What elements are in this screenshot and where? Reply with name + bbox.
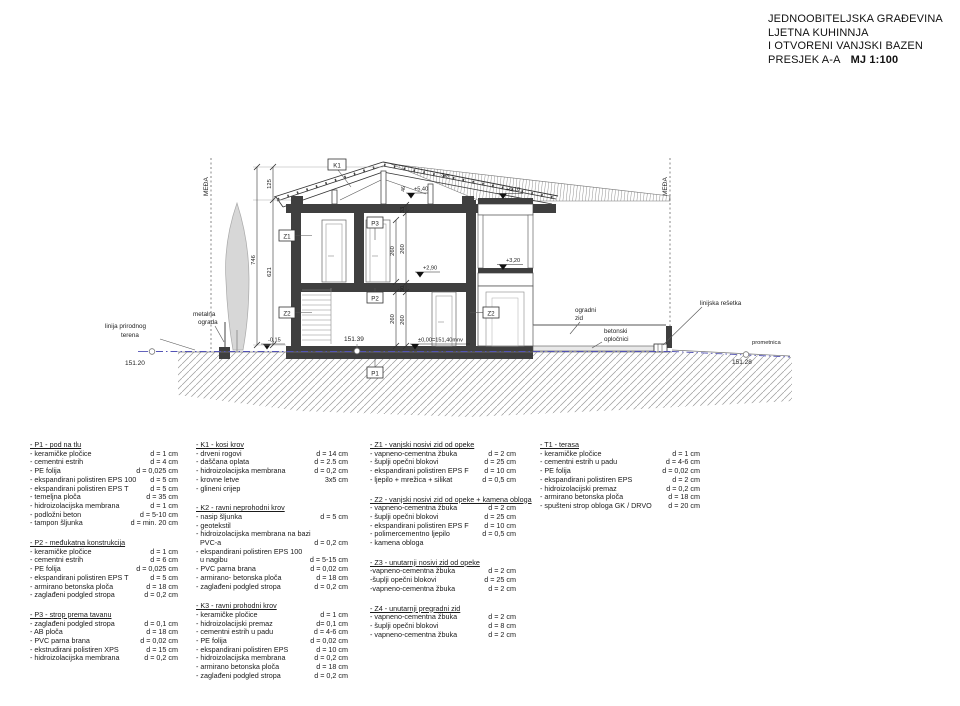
legend-layer-thickness: d = 1 cm xyxy=(150,500,178,510)
legend-layer-name: - vapneno-cementna žbuka xyxy=(370,612,458,622)
legend-row xyxy=(370,476,516,485)
project-title-line1: JEDNOOBITELJSKA GRAĐEVINA xyxy=(768,13,943,25)
legend-layer-thickness: d = 18 cm xyxy=(146,581,178,591)
dim-clear-lower: 260 xyxy=(390,314,396,324)
door-upper-left xyxy=(322,220,346,282)
legend-layer-name: - ekstrudirani polistiren XPS xyxy=(30,644,119,654)
legend-layer-thickness: d = 1 cm xyxy=(672,448,700,458)
legend-layer-name: - AB ploča xyxy=(30,627,63,637)
legend-layer-thickness: d = 35 cm xyxy=(146,492,178,502)
legend-layer-thickness: d = 0,5 cm xyxy=(482,529,516,539)
boundary-label-right: MEĐA xyxy=(662,177,669,196)
legend-layer-thickness: d = 8 cm xyxy=(488,620,516,630)
grate-label: linijska rešetka xyxy=(700,300,742,307)
legend-layer-thickness: d = 5 cm xyxy=(150,483,178,493)
legend-row xyxy=(370,539,516,548)
legend-layer-name: - šuplji opečni blokovi xyxy=(370,511,439,521)
legend-section xyxy=(370,559,516,594)
legend-layer-thickness: d = 18 cm xyxy=(146,627,178,637)
legend-layer-thickness: d = 5 cm xyxy=(150,474,178,484)
dim-slab-mid: 30 xyxy=(400,285,406,293)
legend-layer-thickness: d = 5 cm xyxy=(150,572,178,582)
legend-layer-thickness: d = 0,2 cm xyxy=(314,670,348,680)
legend-layer-thickness: d = 2 cm xyxy=(488,583,516,593)
legend-section xyxy=(370,441,516,485)
legend-layer-thickness: d = 5 cm xyxy=(320,511,348,521)
legend-layer-thickness: d = 5-15 cm xyxy=(309,555,348,565)
legend-layer-name: - keramičke pločice xyxy=(196,609,258,619)
legend-layer-thickness: d = 0,02 cm xyxy=(662,466,700,476)
legend-layer-thickness: d = min. 20 cm xyxy=(130,518,178,528)
legend-section-title: - Z4 - unutarnji pregradni zid xyxy=(370,603,461,613)
legend-section-title: - K3 - ravni prohodni krov xyxy=(196,601,277,611)
legend-layer-thickness: d = 2 cm xyxy=(672,474,700,484)
legend-layer-thickness: d = 0,025 cm xyxy=(136,466,178,476)
legend-layer-name: - vapneno-cementna žbuka xyxy=(370,448,458,458)
legend-row xyxy=(540,502,700,511)
legend-layer-thickness: d = 2 cm xyxy=(488,503,516,513)
legend-layer-thickness: d = 10 cm xyxy=(484,466,516,476)
legend-section xyxy=(196,504,348,591)
legend-layer-thickness: d = 10 cm xyxy=(316,644,348,654)
legend-layer-name: - hidroizolacijska membrana xyxy=(30,653,120,663)
legend-layer-name: - podložni beton xyxy=(30,509,82,519)
legend-layer-name: - keramičke pločice xyxy=(30,448,92,458)
legend-column-roofs xyxy=(196,441,348,692)
dim-wall-height: 621 xyxy=(267,267,273,277)
legend-layer-name: - krovne letve xyxy=(196,474,240,484)
legend-layer-thickness: d = 10 cm xyxy=(484,520,516,530)
pavers-label-line1: betonski xyxy=(604,328,628,335)
project-title-line3: I OTVORENI VANJSKI BAZEN xyxy=(768,40,923,52)
dim-batten: 3x5 xyxy=(440,172,450,180)
tag-z2-left: Z2 xyxy=(283,310,291,318)
legend-section xyxy=(30,441,178,528)
legend-row xyxy=(196,583,348,592)
legend-layer-name: u nagibu xyxy=(196,555,228,565)
legend-row xyxy=(30,591,178,600)
level-attic: +6,10 xyxy=(506,187,521,193)
legend-layer-name: - hidroizolacijska membrana na bazi xyxy=(196,529,311,539)
legend-layer-name: - spušteni strop obloga GK / DRVO xyxy=(540,500,652,510)
project-title-line2: LJETNA KUHINNJA xyxy=(768,26,869,39)
legend-layer-name: - vapneno-cementna žbuka xyxy=(370,629,458,639)
legend-layer-name: - cementni estrih xyxy=(30,555,84,565)
tag-p1: P1 xyxy=(371,370,379,378)
legend-column-floors xyxy=(30,441,178,674)
concrete-pavers xyxy=(533,346,654,351)
legend-section xyxy=(540,441,700,511)
legend-layer-thickness: d = 5-10 cm xyxy=(139,509,178,519)
garden-wall xyxy=(533,325,672,348)
legend-layer-name: - keramičke pločice xyxy=(540,448,602,458)
legend-layer-name: - hidroizolacijski premaz xyxy=(540,483,617,493)
level-eaves: +5,40 xyxy=(414,186,429,193)
fence-label-line2: ograda xyxy=(198,319,218,326)
legend-layer-thickness: d = 1 cm xyxy=(150,448,178,458)
legend-section xyxy=(196,602,348,680)
legend-layer-name: - ekspandirani polistiren EPS 100 xyxy=(196,546,303,556)
legend-layer-thickness: d = 0,5 cm xyxy=(482,474,516,484)
legend-layer-name: PVC-a xyxy=(196,538,222,548)
legend-row xyxy=(196,485,348,494)
linear-grate xyxy=(654,344,667,352)
legend-layer-name: - ljepilo + mrežica + silikat xyxy=(370,474,453,484)
legend-layer-name: - ekspandirani polistiren EPS T xyxy=(30,572,129,582)
stairs xyxy=(302,288,331,344)
legend-layer-thickness: d = 25 cm xyxy=(484,457,516,467)
section-label: PRESJEK A-A xyxy=(768,53,841,66)
legend-layer-thickness: 3x5 cm xyxy=(324,474,348,484)
tag-k1: K1 xyxy=(333,162,341,170)
legend-layer-name: - armirano- betonska ploča xyxy=(196,572,282,582)
dim-clear-upper: 260 xyxy=(390,246,396,256)
property-boundary-right xyxy=(662,158,670,344)
legend-layer-thickness: d = 0,2 cm xyxy=(314,653,348,663)
legend-layer-name: - ekspandirani polistiren EPS T xyxy=(30,483,129,493)
legend-column-terrace xyxy=(540,441,700,522)
legend-layer-thickness: d = 0,2 cm xyxy=(314,581,348,591)
legend-row xyxy=(370,585,516,594)
legend-layer-name: - vapneno-cementna žbuka xyxy=(370,503,458,513)
legend-column-walls xyxy=(370,440,532,650)
legend-layer-thickness: d = 0,2 cm xyxy=(144,653,178,663)
level-terrace: +3,20 xyxy=(506,258,521,264)
legend-layer-name: - drveni rogovi xyxy=(196,448,242,458)
legend-layer-name: - hidroizolacijska membrana xyxy=(30,500,120,510)
legend-layer-thickness: d = 18 cm xyxy=(316,662,348,672)
legend-layer-thickness: d = 2 cm xyxy=(488,612,516,622)
level-first-floor: +2,90 xyxy=(423,265,438,272)
legend-layer-thickness: d = 18 cm xyxy=(316,572,348,582)
legend-layer-thickness: d = 2.5 cm xyxy=(314,457,348,467)
legend-layer-name: - PVC parna brana xyxy=(30,636,90,646)
legend-section xyxy=(30,539,178,600)
legend-layer-name: -vapneno-cementna žbuka xyxy=(370,566,456,576)
legend-layer-thickness: d = 0,1 cm xyxy=(144,618,178,628)
legend-layer-thickness: d = 4-6 cm xyxy=(665,457,700,467)
dim-ridge: 46 xyxy=(401,186,407,192)
legend-layer-thickness: d = 14 cm xyxy=(316,448,348,458)
legend-layer-thickness: d = 20 cm xyxy=(668,500,700,510)
legend-layer-name: - zaglađeni podgled stropa xyxy=(30,618,115,628)
legend-layer-name: - cementni estrih xyxy=(30,457,84,467)
legend-section-title: - Z3 - unutarnji nosivi zid od opeke xyxy=(370,557,480,567)
legend-layer-name: -vapneno-cementna žbuka xyxy=(370,583,456,593)
garden-wall-label-line1: ogradni xyxy=(575,307,597,314)
legend-layer-name: - hidroizolacijska membrana xyxy=(196,653,286,663)
legend-section-title: - P2 - međukatna konstrukcija xyxy=(30,538,126,548)
legend-section xyxy=(196,441,348,493)
legend-layer-thickness: d = 25 cm xyxy=(484,511,516,521)
legend-layer-thickness: d = 0,2 cm xyxy=(314,538,348,548)
legend-layer-name: - cementni estrih u padu xyxy=(196,627,274,637)
legend-layer-thickness: d = 15 cm xyxy=(146,644,178,654)
garden-wall-label-line2: zid xyxy=(575,315,584,322)
legend-section-title: - Z2 - vanjski nosivi zid od opeke + kamena obloga xyxy=(370,494,532,504)
legend-layer-name: - armirano betonska ploča xyxy=(30,581,114,591)
boundary-label-left: MEĐA xyxy=(203,177,210,196)
terrain-label-line1: linija prirodnog xyxy=(105,323,146,330)
scale-label: MJ 1:100 xyxy=(850,53,899,66)
legend-section xyxy=(30,611,178,663)
legend-section-title: - K2 - ravni neprohodni krov xyxy=(196,503,285,513)
legend-layer-name: - polimercementno ljepilo xyxy=(370,529,450,539)
legend-section-title: - Z1 - vanjski nosivi zid od opeke xyxy=(370,440,475,449)
legend-layer-name: - cementni estrih u padu xyxy=(540,457,618,467)
tag-z1: Z1 xyxy=(283,233,291,241)
legend-layer-name: - šuplji opečni blokovi xyxy=(370,457,439,467)
legend-layer-name: - nasip šljunka xyxy=(196,511,242,521)
legend-layer-thickness: d = 4 cm xyxy=(150,457,178,467)
legend-layer-name: - tampon šljunka xyxy=(30,518,83,528)
legend-layer-thickness: d = 18 cm xyxy=(668,492,700,502)
legend-layer-name: - zaglađeni podgled stropa xyxy=(196,581,281,591)
level-zero: ±0,00=151,40mnv xyxy=(418,337,463,344)
legend-layer-name: - armirano betonska ploča xyxy=(196,662,280,672)
earth-hatch xyxy=(178,352,792,417)
legend-layer-thickness: d = 4-6 cm xyxy=(313,627,348,637)
legend-layer-thickness: d = 0,02 cm xyxy=(140,636,178,646)
legend-row xyxy=(196,672,348,681)
level-road: 151.28 xyxy=(732,359,752,366)
legend-layer-name: - keramičke pločice xyxy=(30,546,92,556)
legend-layer-thickness: d = 0,2 cm xyxy=(314,466,348,476)
road-label: prometnica xyxy=(752,340,781,346)
legend-layer-name: - zaglađeni podgled stropa xyxy=(30,590,115,600)
legend-layer-name: - temeljna ploča xyxy=(30,492,81,502)
door-upper-right xyxy=(366,220,390,282)
legend-layer-thickness: d = 0,2 cm xyxy=(144,590,178,600)
legend-layer-thickness: d = 6 cm xyxy=(150,555,178,565)
dim-floor-upper: 260 xyxy=(400,244,406,254)
legend-section-title: - T1 - terasa xyxy=(540,440,580,449)
metal-fence xyxy=(219,322,230,359)
legend-layer-name: - daščana oplata xyxy=(196,457,250,467)
level-ground-left: 151.20 xyxy=(125,360,145,367)
legend-layer-thickness: d = 0,02 cm xyxy=(310,564,348,574)
dim-slab-top: 33 xyxy=(400,206,406,214)
legend-layer-thickness: d = 1 cm xyxy=(320,609,348,619)
legend-layer-name: - kamena obloga xyxy=(370,538,424,548)
pavers-label-line2: opločnici xyxy=(604,336,629,343)
legend-layer-name: - glineni crijep xyxy=(196,483,241,493)
terrain-label-line2: terena xyxy=(121,332,139,339)
legend-layer-name: -šuplji opečni blokovi xyxy=(370,575,437,585)
tag-p2: P2 xyxy=(371,295,379,303)
legend-section-title: - K1 - kosi krov xyxy=(196,440,244,449)
legend-layer-thickness: d = 0,2 cm xyxy=(666,483,700,493)
legend-layer-name: - ekspandirani polistiren EPS xyxy=(196,644,289,654)
legend-layer-name: - PE folija xyxy=(540,466,571,476)
legend-layer-thickness: d = 25 cm xyxy=(484,575,516,585)
tree-icon xyxy=(226,203,249,352)
legend-row xyxy=(370,631,516,640)
legend-layer-thickness: d = 0,025 cm xyxy=(136,564,178,574)
legend-layer-thickness: d = 1 cm xyxy=(150,546,178,556)
legend-section xyxy=(370,605,516,640)
dim-total: 746 xyxy=(251,255,257,265)
legend-layer-name: - geotekstil xyxy=(196,520,231,530)
legend-layer-thickness: d = 2 cm xyxy=(488,629,516,639)
legend-row xyxy=(30,519,178,528)
legend-layer-thickness: d = 0,02 cm xyxy=(310,636,348,646)
legend-section-title: - P1 - pod na tlu xyxy=(30,440,82,449)
legend-layer-name: - zaglađeni podgled stropa xyxy=(196,670,281,680)
legend-layer-name: - PE folija xyxy=(30,564,61,574)
legend-section-title: - P3 - strop prema tavanu xyxy=(30,609,112,619)
legend-layer-name: - ekspandirani polistiren EPS F xyxy=(370,520,469,530)
legend-layer-name: - PVC parna brana xyxy=(196,564,256,574)
annex xyxy=(478,198,533,346)
level-minus: -0,15 xyxy=(268,337,281,344)
legend-layer-thickness: d = 2 cm xyxy=(488,566,516,576)
legend-layer-name: - ekspandirani polistiren EPS F xyxy=(370,466,469,476)
legend-section xyxy=(370,494,532,548)
dim-roof-height: 125 xyxy=(267,179,273,189)
tag-p3: P3 xyxy=(371,220,379,228)
level-floor-ref: 151.39 xyxy=(344,336,364,343)
legend-layer-name: - PE folija xyxy=(30,466,61,476)
fence-label-line1: metalna xyxy=(193,311,216,318)
legend-row xyxy=(30,654,178,663)
legend-layer-name: - PE folija xyxy=(196,636,227,646)
legend-layer-name: - šuplji opečni blokovi xyxy=(370,620,439,630)
legend-layer-thickness: d = 2 cm xyxy=(488,448,516,458)
legend-layer-name: - hidroizolacijski premaz xyxy=(196,618,273,628)
dim-floor-lower: 260 xyxy=(400,315,406,325)
legend-layer-name: - armirano betonska ploča xyxy=(540,492,624,502)
legend-layer-name: - ekspandirani polistiren EPS 100 xyxy=(30,474,137,484)
tag-z2-right: Z2 xyxy=(487,310,495,318)
legend-layer-name: - hidroizolacijska membrana xyxy=(196,466,286,476)
legend-layer-thickness: d= 0,1 cm xyxy=(316,618,348,628)
legend-layer-name: - ekspandirani polistiren EPS xyxy=(540,474,633,484)
